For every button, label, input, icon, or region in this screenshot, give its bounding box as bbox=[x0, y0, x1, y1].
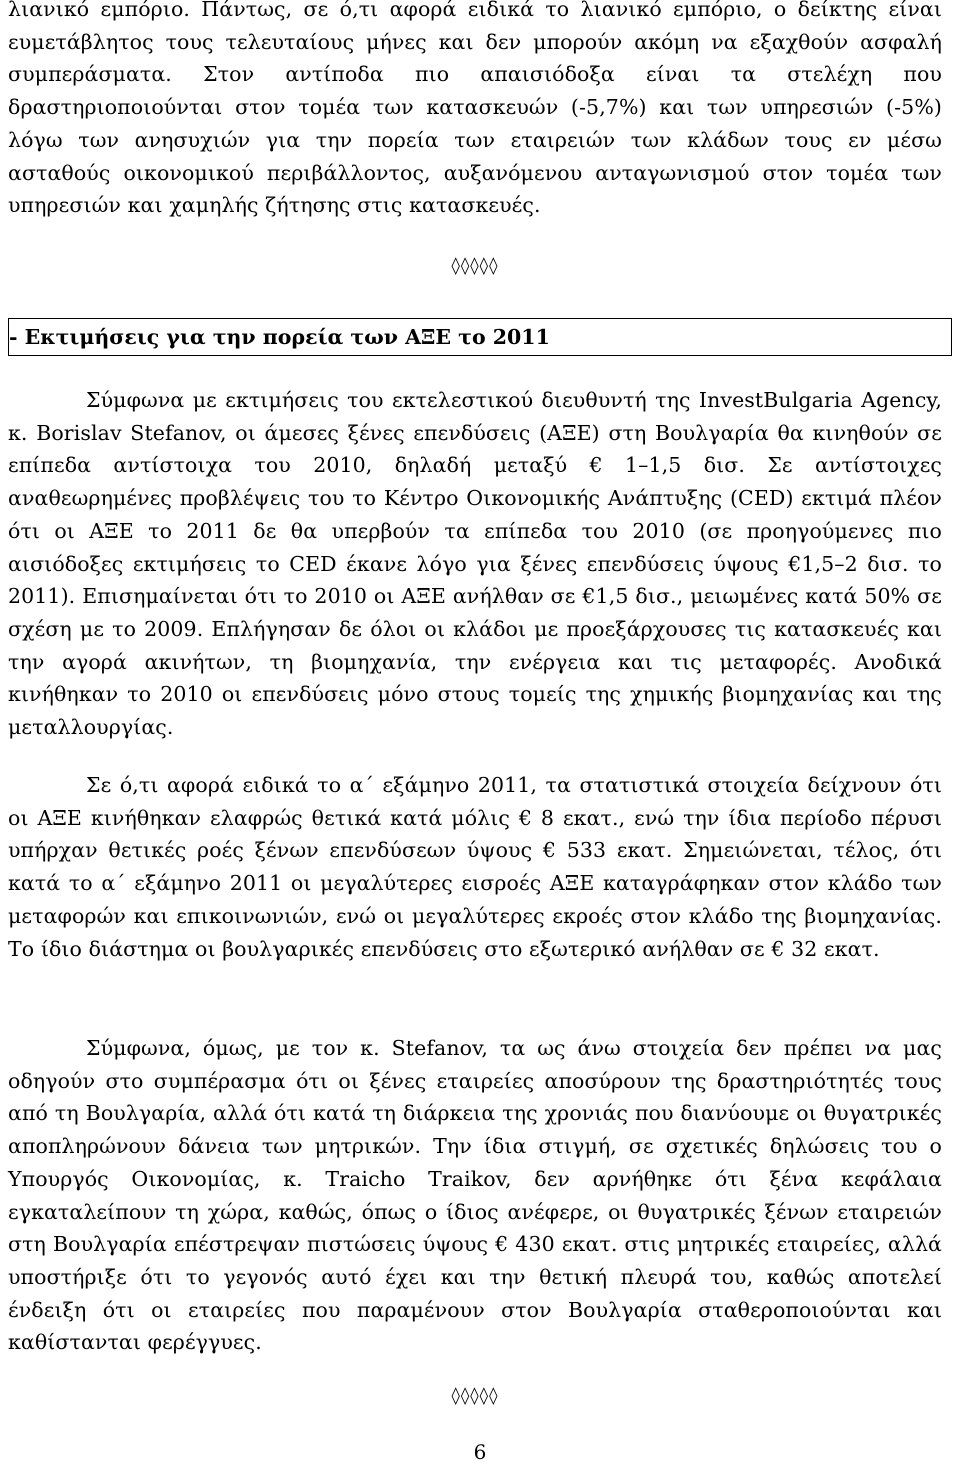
section-divider-top: ◊◊◊◊◊ bbox=[451, 256, 499, 276]
paragraph-fdi-estimates: Σύμφωνα με εκτιμήσεις του εκτελεστικού διευθυντή της InvestBulgaria Agency, κ. Borislav Stefanov, οι άμεσες ξένες επενδύσεις (ΑΞΕ) στη Βουλγαρία θα κινηθούν σε επίπεδα αντίστοιχα του 2010, δηλαδή μεταξύ € 1–1,5 δισ. Σε αντίστοιχες αναθεωρημένες προβλέψεις του το Κέντρο Οικονομικής Ανάπτυξης (CED) εκτιμά πλέον ότι οι ΑΞΕ το 2011 δε θα υπερβούν τα επίπεδα του 2010 (σε προηγούμενες πιο αισιόδοξες εκτιμήσεις το CED έκανε λόγο για ξένες επενδύσεις ύψους €1,5–2 δισ. το 2011). Επισημαίνεται ότι το 2010 οι ΑΞΕ ανήλθαν σε €1,5 δισ., μειωμένες κατά 50% σε σχέση με το 2009. Επλήγησαν δε όλοι οι κλάδοι με προεξάρχουσες τις κατασκευές και την αγορά ακινήτων, τη βιομηχανία, την ενέργεια και τις μεταφορές. Ανοδικά κινήθηκαν το 2010 οι επενδύσεις μόνο στους τομείς της χημικής βιομηχανίας και της μεταλλουργίας. bbox=[8, 388, 942, 740]
paragraph-first-half-2011: Σε ό,τι αφορά ειδικά το α΄ εξάμηνο 2011, τα στατιστικά στοιχεία δείχνουν ότι οι ΑΞΕ κινήθηκαν ελαφρώς θετικά κατά μόλις € 8 εκατ., ενώ την ίδια περίοδο πέρυσι υπήρχαν θετικές ροές ξένων επενδύσεων ύψους € 533 εκατ. Σημειώνεται, τέλος, ότι κατά το α΄ εξάμηνο 2011 οι μεγαλύτερες εισροές ΑΞΕ καταγράφηκαν στον κλάδο των μεταφορών και επικοινωνιών, ενώ οι μεγαλύτερες εκροές στον κλάδο της βιομηχανίας. Το ίδιο διάστημα οι βουλγαρικές επενδύσεις στο εξωτερικό ανήλθαν σε € 32 εκατ. bbox=[8, 773, 942, 961]
paragraph-stefanov-comments: Σύμφωνα, όμως, με τον κ. Stefanov, τα ως άνω στοιχεία δεν πρέπει να μας οδηγούν στο συμπέρασμα ότι οι ξένες εταιρείες αποσύρουν της δραστηριότητές τους από τη Βουλγαρία, αλλά ότι κατά τη διάρκεια της χρονιάς που διανύουμε οι θυγατρικές αποπληρώνουν δάνεια των μητρικών. Την ίδια στιγμή, σε σχετικές δηλώσεις του ο Υπουργός Οικονομίας, κ. Traicho Traikov, δεν αρνήθηκε ότι ξένα κεφάλαια εγκαταλείπουν τη χώρα, καθώς, όπως ο ίδιος ανέφερε, οι θυγατρικές ξένων εταιρειών στη Βουλγαρία επέστρεψαν πιστώσεις ύψους € 430 εκατ. στις μητρικές εταιρείες, αλλά υποστήριξε ότι το γεγονός αυτό έχει και την θετική πλευρά του, καθώς αποτελεί ένδειξη ότι οι εταιρείες που παραμένουν στον Βουλγαρία σταθεροποιούνται και καθίστανται φερέγγυες. bbox=[8, 1036, 942, 1355]
section-divider-bottom: ◊◊◊◊◊ bbox=[451, 1386, 499, 1406]
intro-paragraph: λιανικό εμπόριο. Πάντως, σε ό,τι αφορά ειδικά το λιανικό εμπόριο, ο δείκτης είναι ευμετάβλητος τους τελευταίους μήνες και δεν μπορούν ακόμη να εξαχθούν ασφαλή συμπεράσματα. Στον αντίποδα πιο απαισιόδοξα είναι τα στελέχη που δραστηριοποιούνται στον τομέα των κατασκευών (-5,7%) και των υπηρεσιών (-5%) λόγω των ανησυχιών για την πορεία των εταιρειών των κλάδων τους εν μέσω ασταθούς οικονομικού περιβάλλοντος, αυξανόμενου ανταγωνισμού στον τομέα των υπηρεσιών και χαμηλής ζήτησης στις κατασκευές. bbox=[8, 0, 942, 218]
section-heading: - Εκτιμήσεις για την πορεία των ΑΞΕ το 2011 bbox=[8, 318, 952, 356]
page-number: 6 bbox=[473, 1440, 487, 1464]
